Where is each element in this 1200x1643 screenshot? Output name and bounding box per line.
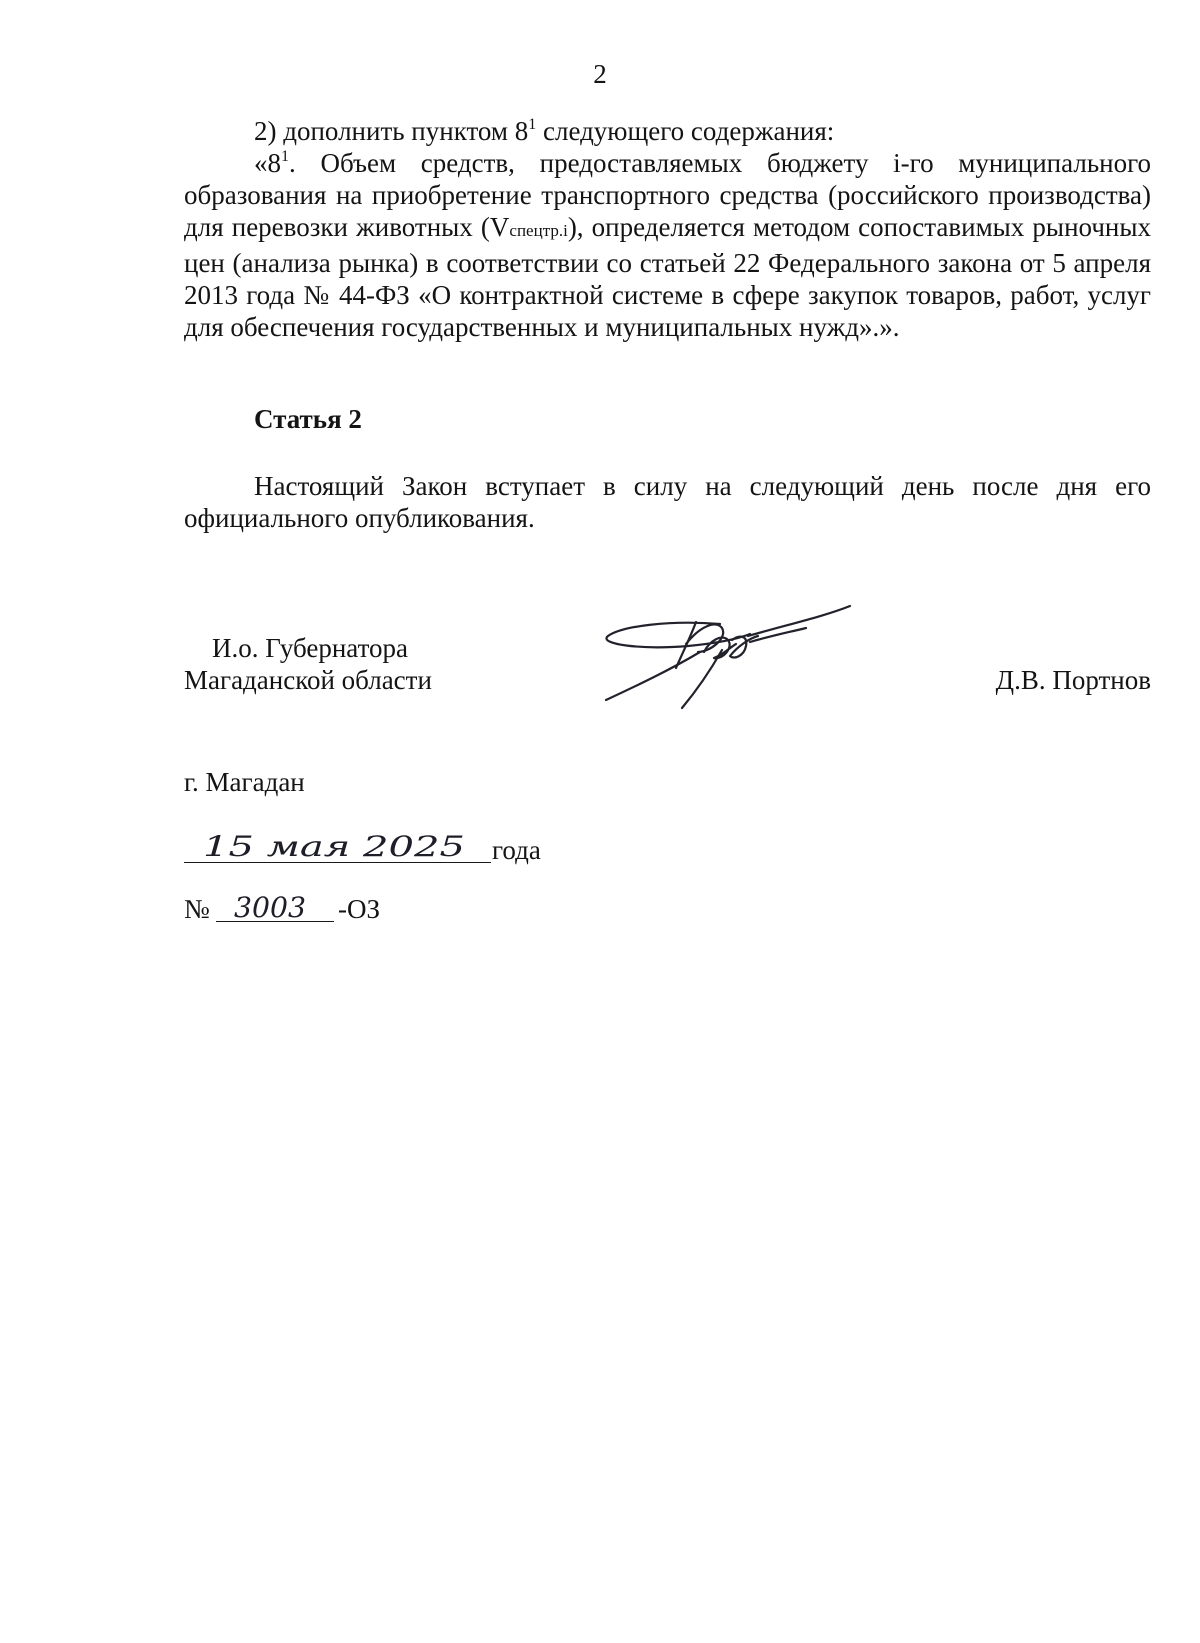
number-sign: № (184, 894, 210, 924)
number-suffix: -ОЗ (338, 894, 381, 924)
handwritten-date (199, 822, 479, 864)
place-of-signing: г. Магадан (184, 767, 305, 797)
date-underline (184, 862, 491, 863)
quote-superscript: 1 (281, 148, 289, 165)
amendment-intro (184, 115, 1151, 147)
quote-open: «8 (254, 148, 281, 178)
date-suffix: года (492, 835, 541, 865)
handwritten-number-text: 3003 (234, 891, 306, 923)
handwritten-date-text: 15 мая 2025 (203, 830, 465, 863)
amendment-intro-prefix: 2) дополнить пунктом 8 (254, 116, 529, 146)
signatory-position-line2: Магаданской области (184, 665, 432, 695)
handwritten-signature (600, 604, 870, 734)
quote-subscript: спецтр.i (509, 221, 568, 240)
number-underline (216, 921, 334, 922)
signatory-position (184, 632, 432, 696)
article-2-text: Настоящий Закон вступает в силу на следующий день после дня его официального опубликования. (184, 471, 1151, 533)
signatory-name: Д.В. Портнов (995, 665, 1151, 695)
signatory-position-line1: И.о. Губернатора (212, 633, 409, 663)
signing-date (184, 822, 584, 866)
handwritten-number (224, 887, 324, 923)
law-number (184, 887, 484, 931)
amendment-quote (184, 147, 1151, 343)
amendment-intro-suffix: следующего содержания: (536, 116, 835, 146)
amendment-intro-superscript: 1 (528, 116, 537, 133)
article-2-heading: Статья 2 (254, 404, 362, 434)
quote-part1: . Объем средств, предоставляемых бюджету i-го муниципального образования на приобретение транспортного средства (российского производства) для перевозки животных (V (184, 148, 1151, 242)
page-number: 2 (593, 59, 607, 89)
quote-part2: ), определяется методом сопоставимых рыночных цен (анализа рынка) в соответствии со статьей 22 Федерального закона от 5 апреля 2013 года № 44-ФЗ «О контрактной системе в сфере закупок товаров, работ, услуг для обеспечения государственных и муниципальных нужд».». (184, 212, 1151, 342)
